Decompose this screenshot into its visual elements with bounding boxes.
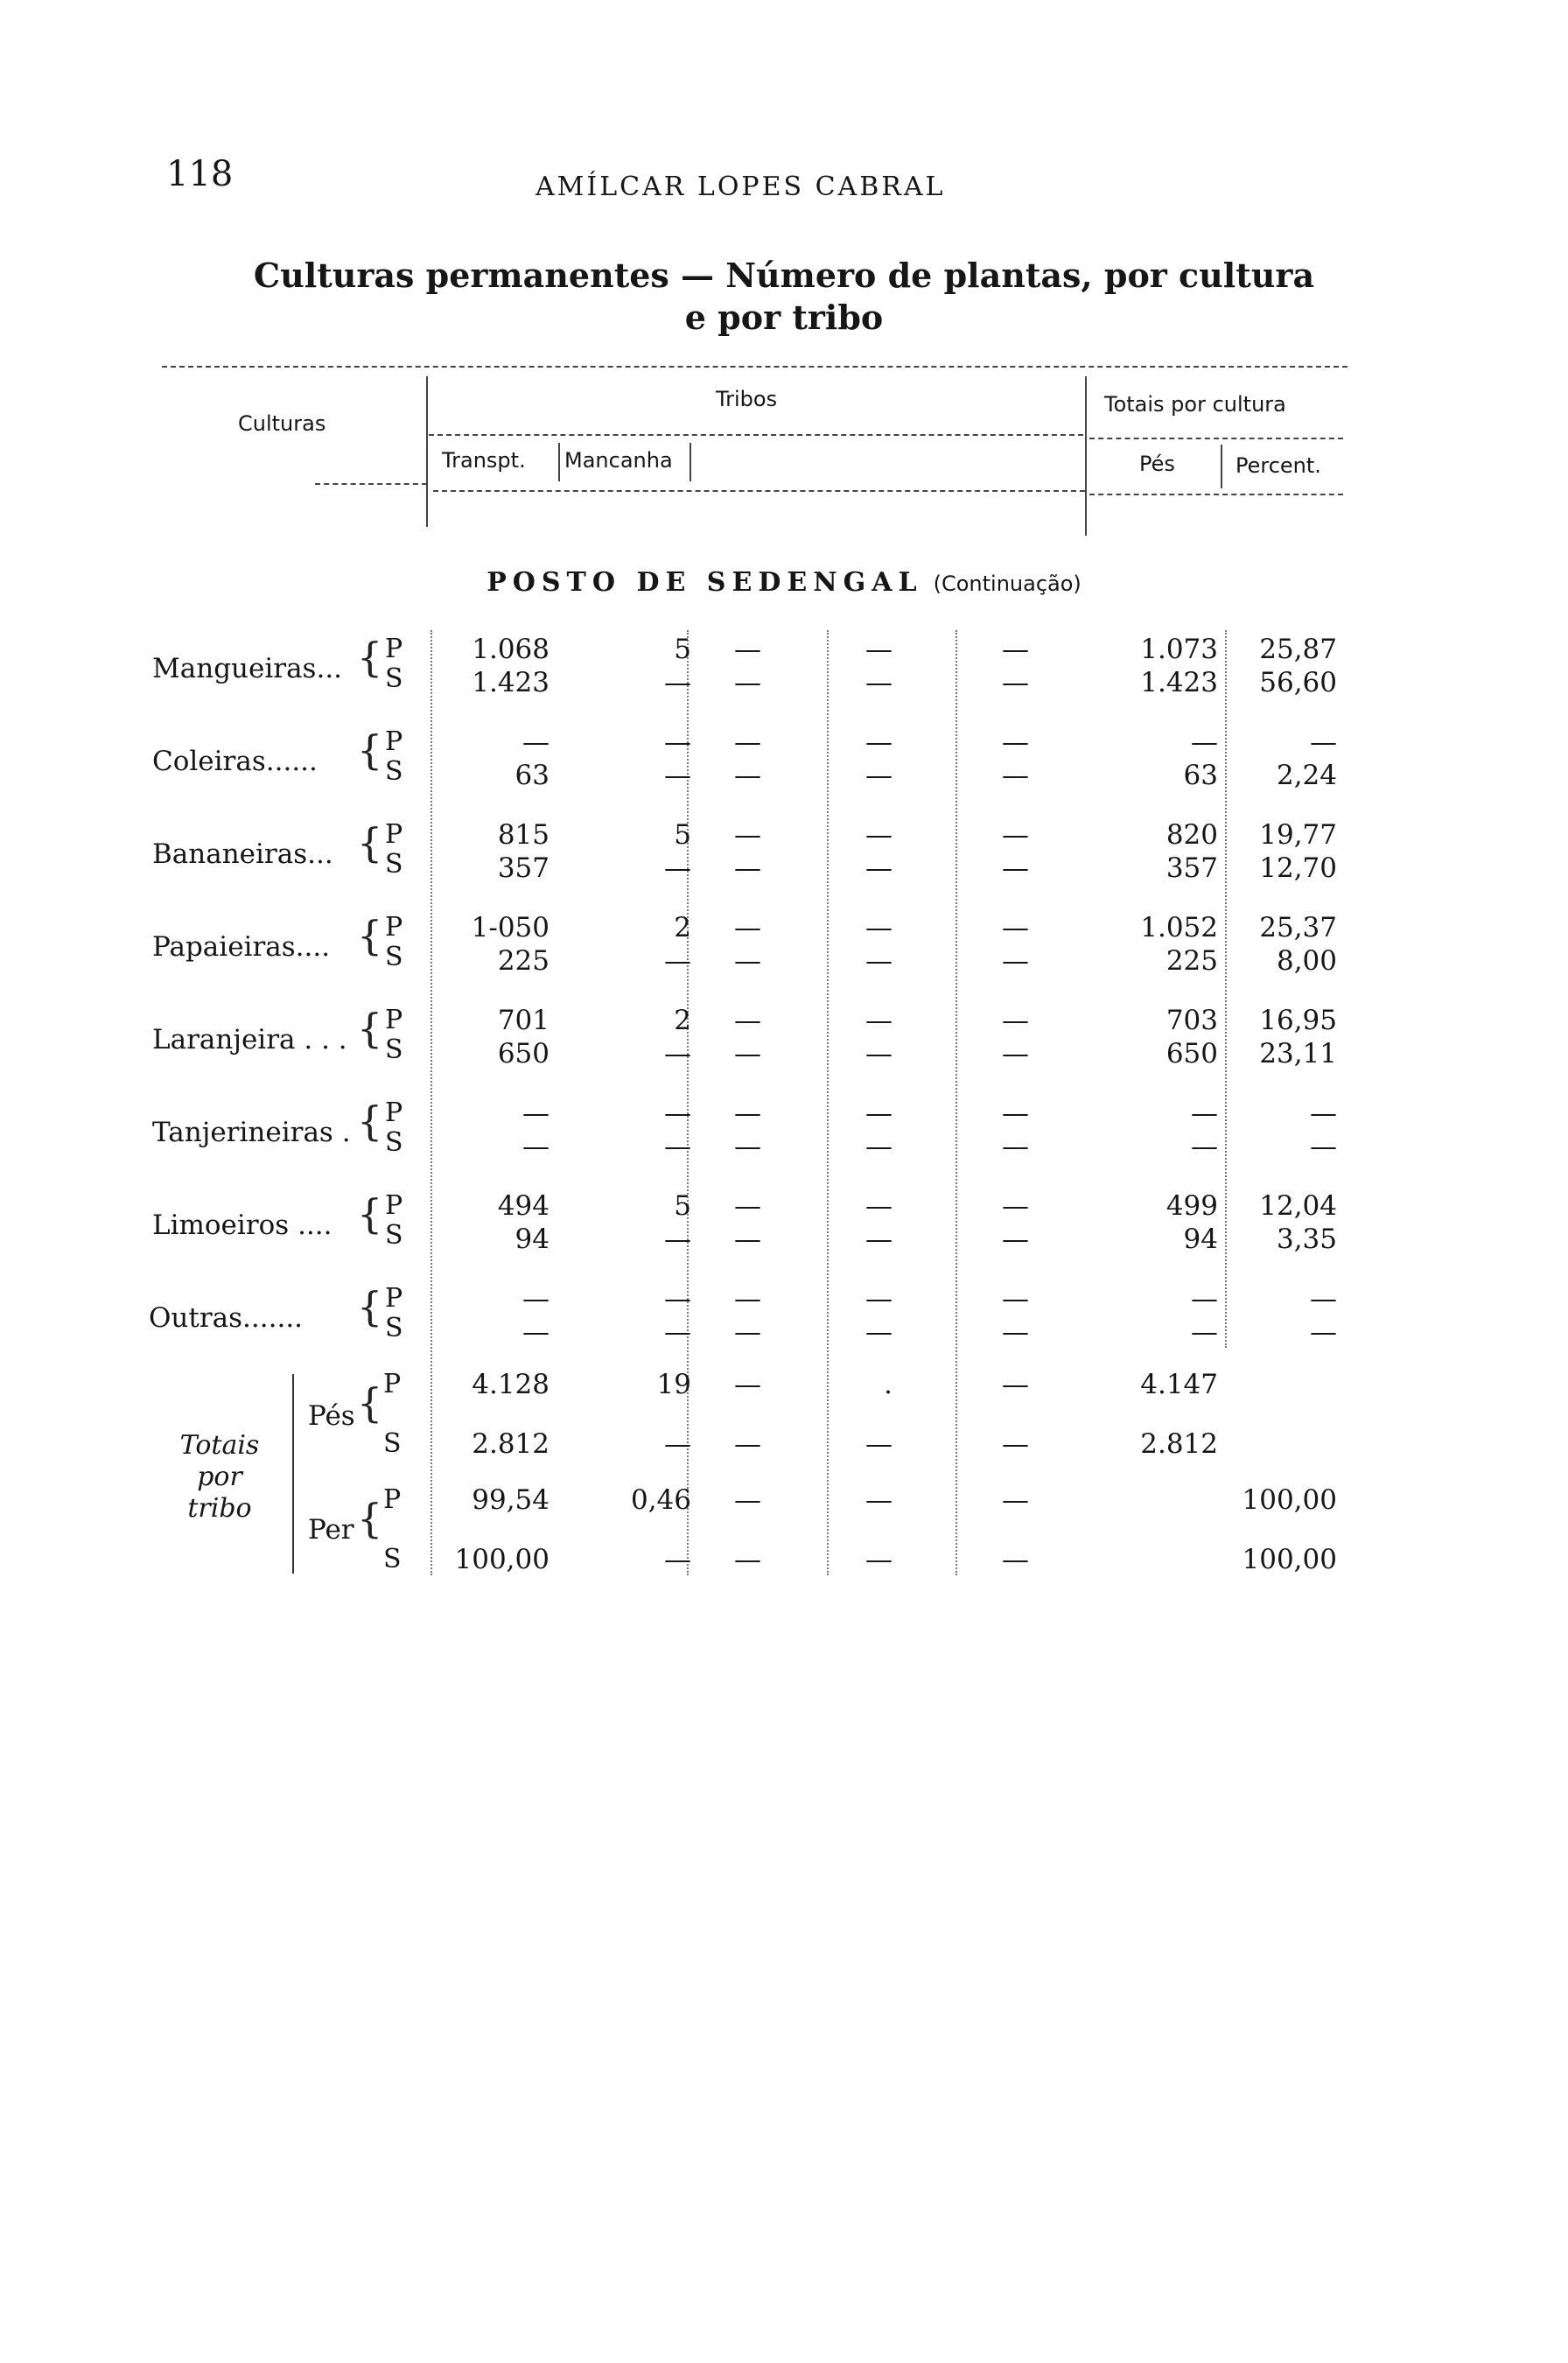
table-cell: — [664,1224,691,1255]
header-totais: Totais por cultura [1104,392,1286,417]
totals-cell: — [1002,1544,1029,1575]
table-cell: — [734,852,761,884]
s-label: S [383,1428,402,1459]
table-cell: — [1002,912,1029,943]
totals-cell: — [734,1369,761,1400]
totals-cell: — [1002,1369,1029,1400]
header-bottom-rule [433,490,1085,492]
table-cell: 1.423 [472,667,550,698]
table-cell: — [664,945,691,977]
row-label: Bananeiras... [152,838,333,870]
table-cell: — [1191,726,1218,758]
table-cell: 703 [1166,1005,1218,1036]
totals-cell: 4.128 [472,1369,550,1400]
table-cell: — [1002,1190,1029,1222]
p-label: P [383,1369,402,1399]
header-top-rule [162,366,1348,368]
table-cell: 820 [1166,819,1218,851]
table-cell: 5 [674,819,691,851]
header-bottom-rule [315,483,427,485]
brace-icon: { [357,1495,383,1542]
table-cell: 225 [497,945,550,977]
table-cell: 815 [497,819,550,851]
table-cell: — [734,912,761,943]
table-cell: 701 [497,1005,550,1036]
totals-cell: — [734,1484,761,1516]
table-cell: — [865,634,892,665]
brace-icon: { [357,819,383,866]
totals-cell: — [1002,1428,1029,1460]
table-cell: 225 [1166,945,1218,977]
p-label: P [385,1005,403,1035]
table-cell: 8,00 [1276,945,1337,977]
table-cell: 63 [1183,760,1218,791]
table-cell: — [865,1131,892,1162]
table-cell: — [664,760,691,791]
table-cell: — [522,1316,550,1348]
row-label: Coleiras...... [152,746,318,777]
section-name: POSTO DE SEDENGAL [486,567,923,598]
table-cell: — [1310,1131,1337,1162]
table-cell: — [734,760,761,791]
s-label: S [385,1034,403,1065]
table-cell: — [865,1038,892,1069]
table-cell: — [734,1316,761,1348]
table-cell: — [734,1224,761,1255]
table-cell: — [734,819,761,851]
table-cell: — [1310,1283,1337,1315]
totals-label: por [197,1462,242,1492]
table-cell: — [1002,1038,1029,1069]
header-culturas: Culturas [238,411,326,436]
table-cell: — [1191,1131,1218,1162]
table-cell: 25,87 [1259,634,1337,665]
table-cell: — [1002,1316,1029,1348]
table-cell: 1.073 [1140,634,1218,665]
running-head: AMÍLCAR LOPES CABRAL [536,172,946,202]
p-label: P [385,912,403,943]
table-cell: — [664,1316,691,1348]
table-cell: 357 [497,852,550,884]
table-cell: — [865,1224,892,1255]
p-label: P [385,819,403,850]
table-cell: — [664,1097,691,1129]
header-divider [690,443,691,481]
table-cell: — [1191,1097,1218,1129]
s-label: S [385,942,403,972]
table-cell: — [1002,852,1029,884]
table-cell: — [734,667,761,698]
row-label: Outras....... [149,1302,304,1334]
table-cell: 357 [1166,852,1218,884]
table-cell: 5 [674,634,691,665]
p-label: P [383,1484,402,1515]
totals-cell: — [1002,1484,1029,1516]
row-label: Limoeiros .... [152,1210,332,1241]
totals-cell: — [865,1484,892,1516]
table-cell: — [1191,1283,1218,1315]
header-bottom-rule [1089,494,1343,495]
totals-bracket [292,1374,294,1574]
totals-cell: 19 [656,1369,691,1400]
p-label: P [385,1190,403,1221]
table-cell: 1-050 [471,912,550,943]
column-guide [430,630,432,1575]
s-label: S [385,663,403,694]
table-cell: — [865,819,892,851]
table-cell: 12,70 [1259,852,1337,884]
table-cell: — [865,1283,892,1315]
table-cell: — [1002,945,1029,977]
section-note: (Continuação) [933,571,1082,596]
header-transpt: Transpt. [442,448,526,473]
totals-cell: 100,00 [1242,1544,1337,1575]
table-cell: 5 [674,1190,691,1222]
table-cell: — [1310,1316,1337,1348]
header-divider [1221,445,1222,488]
table-cell: 1.052 [1140,912,1218,943]
table-cell: 56,60 [1259,667,1337,698]
table-cell: — [865,912,892,943]
table-cell: — [734,1005,761,1036]
table-cell: — [865,760,892,791]
totals-cell: 100,00 [454,1544,550,1575]
table-cell: 94 [514,1224,550,1255]
table-cell: — [865,1097,892,1129]
s-label: S [385,1313,403,1343]
table-cell: — [865,726,892,758]
p-label: P [385,1097,403,1128]
brace-icon: { [357,1097,383,1145]
totals-cell: 0,46 [630,1484,691,1516]
table-cell: — [1002,1097,1029,1129]
table-cell: — [865,667,892,698]
brace-icon: { [357,726,383,774]
s-label: S [383,1544,402,1574]
table-cell: — [865,1190,892,1222]
table-cell: 499 [1166,1190,1218,1222]
column-guide [827,630,829,1575]
table-cell: — [664,667,691,698]
table-cell: — [1191,1316,1218,1348]
section-heading [0,567,1568,598]
table-cell: 1.423 [1140,667,1218,698]
totals-cell: — [865,1544,892,1575]
header-percent: Percent. [1236,453,1321,478]
table-cell: 2 [674,1005,691,1036]
column-guide [1225,630,1227,1348]
table-cell: 19,77 [1259,819,1337,851]
table-cell: — [865,1316,892,1348]
table-cell: — [734,634,761,665]
totals-cell: 4.147 [1140,1369,1218,1400]
header-pes: Pés [1139,452,1175,476]
table-cell: — [734,1038,761,1069]
header-tribos: Tribos [716,387,778,411]
table-cell: — [1002,726,1029,758]
table-title-line-2: e por tribo [684,298,884,337]
table-cell: 1.068 [472,634,550,665]
column-guide [956,630,957,1575]
brace-icon: { [357,912,383,959]
s-label: S [385,756,403,787]
table-cell: — [1002,1224,1029,1255]
table-cell: — [865,945,892,977]
row-label: Tanjerineiras . [152,1117,351,1148]
table-cell: 2 [674,912,691,943]
table-cell: — [1002,760,1029,791]
totals-cell: 2.812 [472,1428,550,1460]
totals-cell: 100,00 [1242,1484,1337,1516]
brace-icon: { [357,1283,383,1330]
totals-label: Totais [179,1430,260,1461]
row-label: Papaieiras.... [152,931,331,963]
table-cell: — [734,1190,761,1222]
table-cell: — [522,726,550,758]
totals-cell: — [664,1428,691,1460]
totals-label: tribo [187,1493,252,1524]
table-cell: — [1310,726,1337,758]
table-cell: — [522,1131,550,1162]
brace-icon: { [357,1379,383,1427]
table-cell: — [734,726,761,758]
table-cell: 2,24 [1276,760,1337,791]
table-title: Culturas permanentes — Número de plantas, por cultura [253,256,1315,295]
header-mid-rule [1089,438,1343,439]
p-label: P [385,1283,403,1314]
totals-cell: — [734,1428,761,1460]
table-cell: — [734,1283,761,1315]
row-label: Laranjeira . . . [152,1024,347,1055]
header-divider [426,376,428,527]
s-label: S [385,849,403,880]
s-label: S [385,1127,403,1158]
table-cell: 494 [497,1190,550,1222]
table-cell: — [1002,667,1029,698]
row-label: Mangueiras... [152,653,343,684]
totals-cell: — [664,1544,691,1575]
table-cell: 23,11 [1259,1038,1337,1069]
table-cell: 94 [1183,1224,1218,1255]
table-cell: — [1310,1097,1337,1129]
table-cell: — [734,1131,761,1162]
header-divider [1085,376,1087,536]
table-cell: — [1002,1283,1029,1315]
table-cell: — [1002,819,1029,851]
header-mid-rule [429,434,1083,436]
table-cell: — [865,852,892,884]
header-divider [558,443,560,481]
table-cell: 650 [1166,1038,1218,1069]
table-cell: 16,95 [1259,1005,1337,1036]
s-label: S [385,1220,403,1251]
brace-icon: { [357,1190,383,1238]
totals-cell: . [884,1369,892,1400]
totals-pes-label: Pés [308,1400,355,1432]
table-cell: 25,37 [1259,912,1337,943]
table-cell: — [734,1097,761,1129]
table-cell: — [865,1005,892,1036]
totals-cell: — [865,1428,892,1460]
table-cell: — [1002,1131,1029,1162]
totals-cell: 99,54 [472,1484,550,1516]
p-label: P [385,726,403,757]
page-number: 118 [166,154,234,194]
header-mancanha: Mancanha [564,448,673,473]
brace-icon: { [357,634,383,681]
brace-icon: { [357,1005,383,1052]
table-cell: — [522,1283,550,1315]
totals-per-label: Per [308,1514,354,1546]
table-cell: — [664,1131,691,1162]
p-label: P [385,634,403,664]
table-cell: 650 [497,1038,550,1069]
table-cell: 12,04 [1259,1190,1337,1222]
table-cell: — [734,945,761,977]
table-cell: — [1002,634,1029,665]
table-cell: — [664,1038,691,1069]
table-cell: — [664,726,691,758]
totals-cell: 2.812 [1140,1428,1218,1460]
table-cell: 63 [514,760,550,791]
table-cell: 3,35 [1276,1224,1337,1255]
totals-cell: — [734,1544,761,1575]
table-cell: — [522,1097,550,1129]
table-cell: — [664,1283,691,1315]
table-cell: — [1002,1005,1029,1036]
table-cell: — [664,852,691,884]
